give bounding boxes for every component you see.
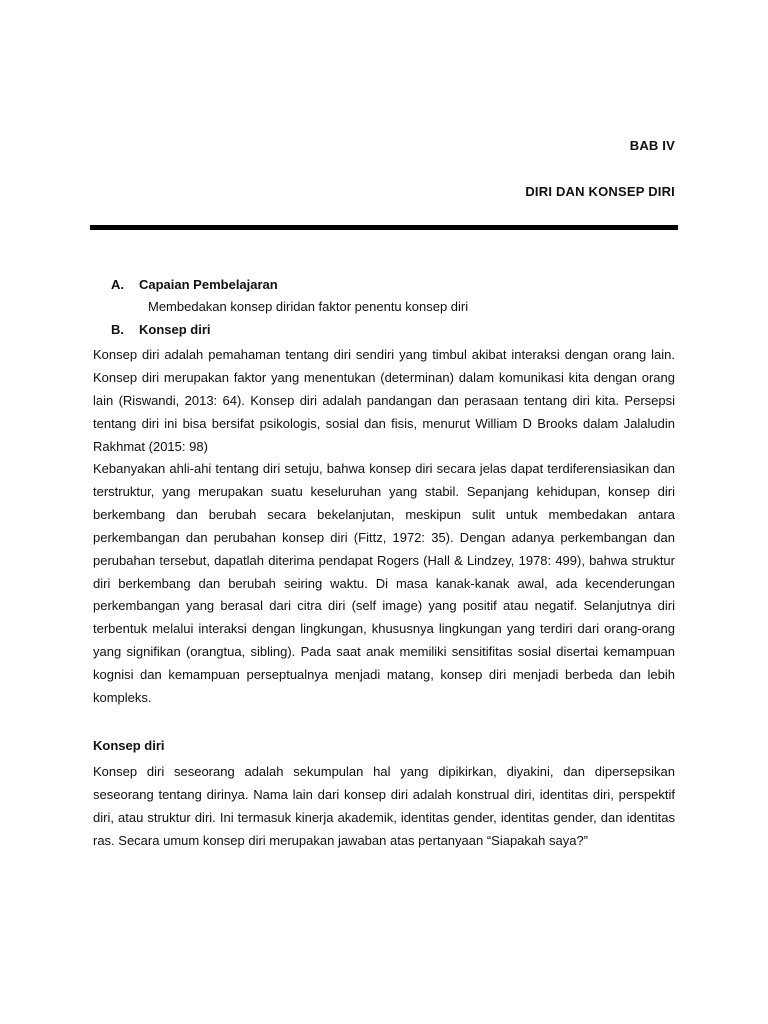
section-a-title: Capaian Pembelajaran <box>139 277 278 292</box>
learning-objective-text: Membedakan konsep diridan faktor penentu konsep diri <box>148 299 469 314</box>
chapter-title: DIRI DAN KONSEP DIRI <box>525 184 675 199</box>
paragraph-3-text: Konsep diri seseorang adalah sekumpulan hal yang dipikirkan, diyakini, dan dipersepsikan seseorang tentang dirinya. Nama lain dari konsep diri adalah konstrual diri, identitas diri, perspektif diri, atau struktur diri. Ini termasuk kinerja akademik, identitas gender, identitas gender, dan identitas ras. Secara umum konsep diri merupakan jawaban atas pertanyaan “Siapakah saya?” <box>93 764 675 848</box>
chapter-number: BAB IV <box>629 138 675 153</box>
konsep-diri-subheading: Konsep diri <box>93 738 165 753</box>
section-b-title: Konsep diri <box>139 322 211 337</box>
section-b-heading <box>111 322 211 337</box>
paragraph-2 <box>93 458 675 710</box>
paragraph-3 <box>93 761 675 853</box>
section-a-heading <box>111 277 278 292</box>
heading-divider <box>90 225 678 230</box>
section-b-letter: B. <box>111 322 124 337</box>
section-a-letter: A. <box>111 277 124 292</box>
paragraph-1-text: Konsep diri adalah pemahaman tentang diri sendiri yang timbul akibat interaksi dengan orang lain. Konsep diri merupakan faktor yang menentukan (determinan) dalam komunikasi kita dengan orang lain (Riswandi, 2013: 64). Konsep diri adalah pandangan dan perasaan tentang diri kita. Persepsi tentang diri ini bisa bersifat psikologis, sosial dan fisis, menurut William D Brooks dalam Jalaludin Rakhmat (2015: 98) <box>93 347 675 454</box>
paragraph-1 <box>93 344 675 459</box>
paragraph-2-text: Kebanyakan ahli-ahi tentang diri setuju, bahwa konsep diri secara jelas dapat terdiferensiasikan dan terstruktur, yang merupakan suatu keseluruhan yang stabil. Sepanjang kehidupan, konsep diri berkembang dan berubah secara bekelanjutan, meskipun sulit untuk membedakan antara perkembangan dan perubahan konsep diri (Fittz, 1972: 35). Dengan adanya perkembangan dan perubahan tersebut, dapatlah diterima pendapat Rogers (Hall & Lindzey, 1978: 499), bahwa struktur diri berkembang dan berubah seiring waktu. Di masa kanak-kanak awal, ada kecenderungan perkembangan yang berasal dari citra diri (self image) yang positif atau negatif. Selanjutnya diri terbentuk melalui interaksi dengan lingkungan, khususnya lingkungan yang terdiri dari orang-orang yang signifikan (orangtua, sibling). Pada saat anak memiliki sensitifitas sosial disertai kemampuan kognisi dan kemampuan perseptualnya menjadi matang, konsep diri menjadi berbeda dan lebih kompleks. <box>93 461 675 706</box>
